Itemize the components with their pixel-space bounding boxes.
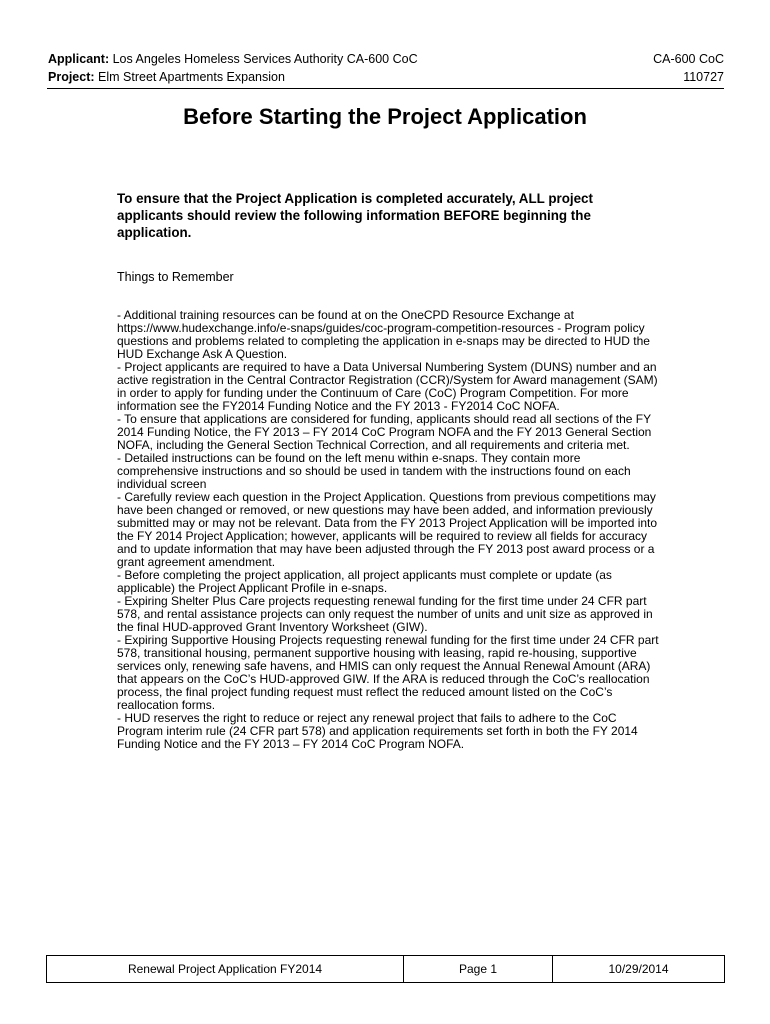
applicant-label: Applicant: [48,52,110,66]
things-to-remember-heading: Things to Remember [117,270,234,284]
page-title: Before Starting the Project Application [183,104,587,129]
project-line [48,68,418,86]
applicant-value: Los Angeles Homeless Services Authority CA-600 CoC [112,52,418,66]
applicant-line [48,50,418,68]
instructions-body: - Additional training resources can be found at on the OneCPD Resource Exchange at https://www.hudexchange.info/e-snaps/guides/coc-program-competition-resources - Program policy questions and problems related to completing the application in e-snaps may be directed to HUD the HUD Exchange Ask A Question. - Project applicants are required to have a Data Universal Numbering System (DUNS) number and an active registration in the Central Contractor Registration (CCR)/System for Award management (SAM) in order to apply for funding under the Continuum of Care (CoC) Program Competition. For more information see the FY2014 Funding Notice and the FY 2013 - FY2014 CoC NOFA. - To ensure that applications are considered for funding, applicants should read all sections of the FY 2014 Funding Notice, the FY 2013 – FY 2014 CoC Program NOFA and the FY 2013 General Section NOFA, including the General Section Technical Correction, and all requirements and criteria met. - Detailed instructions can be found on the left menu within e-snaps. They contain more comprehensive instructions and so should be used in tandem with the instructions found on each individual screen - Carefully review each question in the Project Application. Questions from previous competitions may have been changed or removed, or new questions may have been added, and information previously submitted may or may not be relevant. Data from the FY 2013 Project Application will be imported into the FY 2014 Project Application; however, applicants will be required to review all fields for accuracy and to update information that may have been adjusted through the FY 2013 post award process or a grant agreement amendment. - Before completing the project application, all project applicants must complete or update (as applicable) the Project Applicant Profile in e-snaps. - Expiring Shelter Plus Care projects requesting renewal funding for the first time under 24 CFR part 578, and rental assistance projects can only request the number of units and unit size as approved in the final HUD-approved Grant Inventory Worksheet (GIW). - Expiring Supportive Housing Projects requesting renewal funding for the first time under 24 CFR part 578, transitional housing, permanent supportive housing with leasing, rapid re-housing, supportive services only, renewing safe havens, and HMIS can only request the Annual Renewal Amount (ARA) that appears on the CoC’s HUD-approved GIW. If the ARA is reduced through the CoC’s reallocation process, the final project funding request must reflect the reduced amount listed on the CoC’s reallocation forms. - HUD reserves the right to reduce or reject any renewal project that fails to adhere to the CoC Program interim rule (24 CFR part 578) and application requirements set forth in both the FY 2014 Funding Notice and the FY 2013 – FY 2014 CoC Program NOFA. [117,308,659,751]
intro-paragraph: To ensure that the Project Application is completed accurately, ALL project applicants should review the following information BEFORE beginning the application. [117,191,593,240]
footer-document-name: Renewal Project Application FY2014 [47,956,404,982]
header-divider [47,88,724,89]
header-code-block [653,50,724,86]
footer-date: 10/29/2014 [608,962,669,976]
footer-page-number: Page 1 [404,956,553,982]
project-number: 110727 [683,70,724,84]
header-applicant-block [48,50,418,86]
project-label: Project: [48,70,95,84]
page-footer [46,955,725,983]
coc-code: CA-600 CoC [653,52,724,66]
project-value: Elm Street Apartments Expansion [98,70,285,84]
